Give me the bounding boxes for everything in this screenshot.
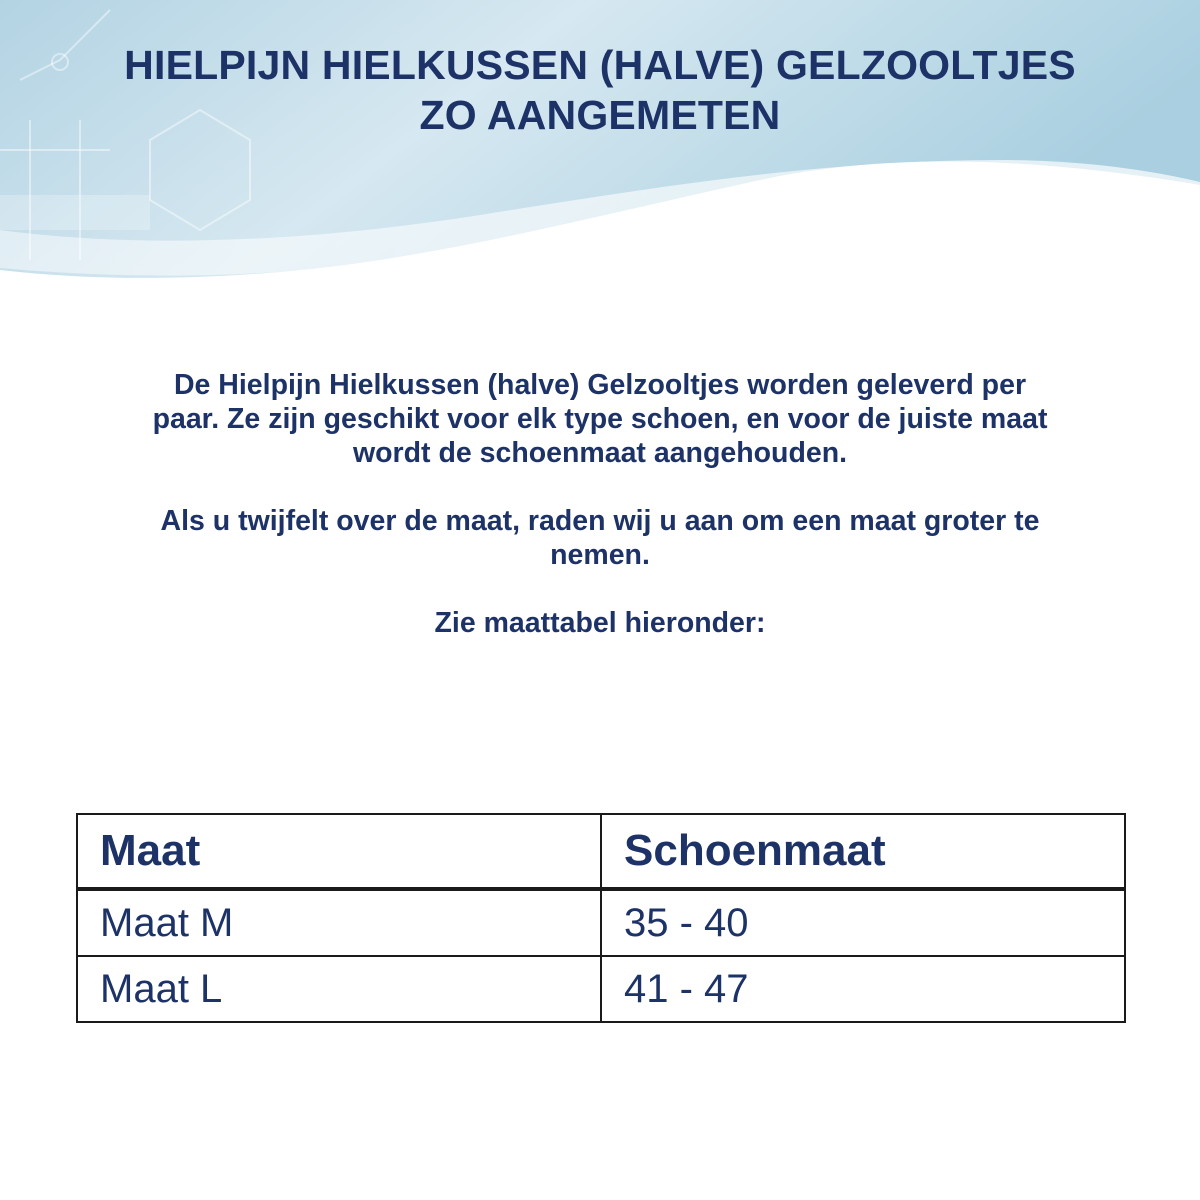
cell-maat: Maat L (77, 956, 601, 1022)
size-table (76, 813, 1126, 1023)
table-row (77, 956, 1125, 1022)
header-schoenmaat: Schoenmaat (601, 814, 1125, 889)
cell-schoenmaat: 41 - 47 (601, 956, 1125, 1022)
intro-paragraph-1-line-2: paar. Ze zijn geschikt voor elk type schoen, en voor de juiste maat (152, 403, 1048, 435)
cell-schoenmaat: 35 - 40 (601, 889, 1125, 956)
table-row (77, 889, 1125, 956)
intro-text (60, 368, 1140, 640)
table-header-row (77, 814, 1125, 889)
intro-paragraph-3: Zie maattabel hieronder: (434, 607, 766, 639)
intro-paragraph-2-line-1: Als u twijfelt over de maat, raden wij u aan om een maat groter te (160, 505, 1040, 537)
paragraph-spacer (60, 572, 1140, 606)
cell-maat: Maat M (77, 889, 601, 956)
intro-paragraph-2-line-2: nemen. (550, 539, 650, 571)
page-title (0, 40, 1200, 140)
title-line-2: ZO AANGEMETEN (419, 92, 781, 138)
title-line-1: HIELPIJN HIELKUSSEN (HALVE) GELZOOLTJES (124, 42, 1076, 88)
intro-paragraph-1-line-3: wordt de schoenmaat aangehouden. (352, 437, 848, 469)
intro-paragraph-1-line-1: De Hielpijn Hielkussen (halve) Gelzooltjes worden geleverd per (173, 369, 1027, 401)
header-maat: Maat (77, 814, 601, 889)
paragraph-spacer (60, 470, 1140, 504)
